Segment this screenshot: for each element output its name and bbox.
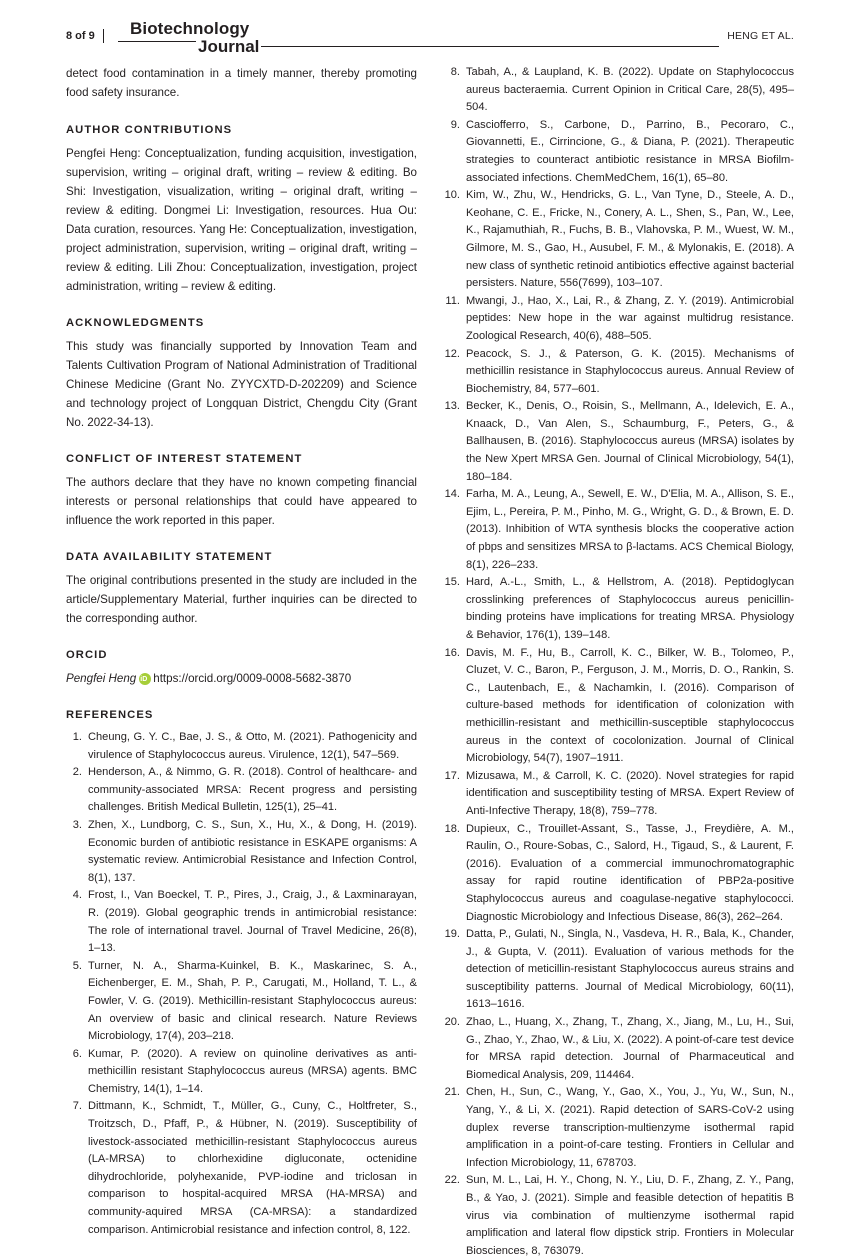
reference-number: 14. bbox=[444, 488, 460, 501]
reference-item bbox=[444, 293, 794, 346]
reference-text: Chen, H., Sun, C., Wang, Y., Gao, X., You, J., Yu, W., Sun, N., Yang, Y., & Li, X. (2021). Rapid detection of SARS-CoV-2 using duplex reverse transcription-multienzyme isothermal rapid amplification in a point-of-care testing. Frontiers in Cellular and Infection Microbiology, 11, 678703. bbox=[466, 1086, 794, 1169]
reference-text: Becker, K., Denis, O., Roisin, S., Mellmann, A., Idelevich, E. A., Knaack, D., Van Alen, S., Schaumburg, F., Peters, G., & Ballhausen, B. (2016). Staphylococcus aureus (MRSA) isolates by the New Xpert MRSA Gen. Journal of Clinical Microbiology, 54(1), 180–184. bbox=[466, 400, 794, 483]
reference-item bbox=[444, 1172, 794, 1260]
reference-item bbox=[444, 645, 794, 768]
reference-item bbox=[444, 117, 794, 187]
conflict-heading: CONFLICT OF INTEREST STATEMENT bbox=[66, 453, 303, 465]
reference-text: Frost, I., Van Boeckel, T. P., Pires, J., Craig, J., & Laxminarayan, R. (2019). Global geographic trends in antimicrobial resistance: The role of international travel. Journal of Travel Medicine, 26(8), 1–13. bbox=[88, 889, 417, 955]
reference-item bbox=[444, 1084, 794, 1172]
reference-item bbox=[444, 574, 794, 644]
reference-text: Zhen, X., Lundborg, C. S., Sun, X., Hu, X., & Dong, H. (2019). Economic burden of antibiotic resistance in ESKAPE organisms: A systematic review. Antimicrobial Resistance and Infection Control, 8(1), 137. bbox=[88, 818, 417, 884]
data-availability-heading: DATA AVAILABILITY STATEMENT bbox=[66, 551, 273, 563]
header-rule bbox=[261, 46, 719, 47]
reference-text: Turner, N. A., Sharma-Kuinkel, B. K., Maskarinec, S. A., Eichenberger, E. M., Shah, P. P., Carugati, M., Holland, T. L., & Fowler, V. G. (2019). Methicillin-resistant Staphylococcus aureus: An overview of basic and clinical research. Nature Reviews Microbiology, 17(4), 203–218. bbox=[88, 959, 417, 1043]
orcid-link[interactable]: https://orcid.org/0009-0008-5682-3870 bbox=[153, 672, 352, 685]
reference-item bbox=[66, 958, 417, 1046]
reference-text: Tabah, A., & Laupland, K. B. (2022). Update on Staphylococcus aureus bacteraemia. Current Opinion in Critical Care, 28(5), 495–504. bbox=[466, 66, 794, 114]
reference-text: Henderson, A., & Nimmo, G. R. (2018). Control of healthcare- and community-associated MRSA: Recent progress and persisting challenges. British Medical Bulletin, 125(1), 25–41. bbox=[88, 766, 417, 814]
reference-number: 11. bbox=[445, 294, 460, 307]
reference-item bbox=[444, 346, 794, 399]
page-number: 8 of 9 bbox=[66, 30, 95, 42]
left-column bbox=[66, 64, 417, 1239]
references-list-right bbox=[444, 64, 794, 1260]
reference-text: Dupieux, C., Trouillet-Assant, S., Tasse, J., Freydière, A. M., Raulin, O., Roure-Sobas, C., Salord, H., Tigaud, S., & Laurent, F. (2016). Evaluation of a commercial immunochromatographic assay for rapid routine identification of PBP2a-positive Staphylococcus aureus and coagulase-negative staphylococci. Diagnostic Microbiology and Infectious Disease, 86(3), 262–264. bbox=[466, 822, 794, 923]
intro-paragraph: detect food contamination in a timely manner, thereby promoting food safety insurance. bbox=[66, 67, 417, 99]
acknowledgments-heading: ACKNOWLEDGMENTS bbox=[66, 317, 205, 329]
reference-text: Sun, M. L., Lai, H. Y., Chong, N. Y., Liu, D. F., Zhang, Z. Y., Pang, B., & Yao, J. (2021). Simple and feasible detection of hepatitis B virus via combination of multienzyme isothermal rapid amplification and lateral flow dipstick strip. Frontiers in Molecular Biosciences, 8, 763079. bbox=[466, 1174, 794, 1257]
reference-item bbox=[444, 1014, 794, 1084]
reference-number: 20. bbox=[444, 1016, 460, 1029]
header-divider bbox=[103, 29, 104, 43]
reference-number: 18. bbox=[444, 822, 460, 835]
reference-item bbox=[444, 926, 794, 1014]
reference-item bbox=[444, 398, 794, 486]
acknowledgments-text: This study was financially supported by Innovation Team and Talents Cultivation Program of National Administration of Traditional Chinese Medicine (Grant No. ZYYCXTD-D-202209) and Science and technology project of Longquan District, Chengdu City (Grant No. 2022-34-13). bbox=[66, 340, 417, 429]
reference-text: Dittmann, K., Schmidt, T., Müller, G., Cuny, C., Holtfreter, S., Troitzsch, D., Pfaff, P., & Hübner, N. (2019). Susceptibility of livestock-associated methicillin-resistant Staphylococcus aureus (LA-MRSA) to chlorhexidine digluconate, octenidine dihydrochloride, polyhexanide, PVP-iodine and triclosan in comparison to hospital-acquired MRSA (HA-MRSA) and community-aquired MRSA (CA-MRSA): a standardized comparison. Antimicrobial resistance and infection control, 8, 122. bbox=[88, 1100, 417, 1236]
reference-text: Mizusawa, M., & Carroll, K. C. (2020). Novel strategies for rapid identification and susceptibility testing of MRSA. Expert Review of Anti-Infective Therapy, 18(8), 759–778. bbox=[466, 769, 794, 817]
reference-text: Datta, P., Gulati, N., Singla, N., Vasdeva, H. R., Bala, K., Chander, J., & Gupta, V. (2011). Evaluation of various methods for the detection of meticillin-resistant Staphylococcus aureus strains and susceptibility patterns. Journal of Medical Microbiology, 60(11), 1613–1616. bbox=[466, 928, 794, 1011]
reference-number: 15. bbox=[444, 576, 460, 589]
reference-text: Kumar, P. (2020). A review on quinoline derivatives as anti-methicillin resistant Staphylococcus aureus (MRSA) agents. BMC Chemistry, 14(1), 1–14. bbox=[88, 1047, 417, 1095]
reference-text: Zhao, L., Huang, X., Zhang, T., Zhang, X., Jiang, M., Lu, H., Sui, G., Zhao, Y., Zhao, W., & Liu, X. (2022). A point-of-care test device for MRSA rapid detection. Journal of Pharmaceutical and Biomedical Analysis, 209, 114464. bbox=[466, 1016, 794, 1081]
right-column bbox=[444, 64, 794, 1260]
reference-item bbox=[444, 187, 794, 293]
page-header bbox=[66, 18, 794, 58]
reference-text: Farha, M. A., Leung, A., Sewell, E. W., D'Elia, M. A., Allison, S. E., Ejim, L., Pereira, P. M., Pinho, M. G., Wright, G. D., & Brown, E. D. (2013). Inhibition of WTA synthesis blocks the cooperative action of pbps and sensitizes MRSA to β-lactams. ACS Chemical Biology, 8(1), 226–233. bbox=[466, 488, 794, 571]
reference-item bbox=[444, 768, 794, 821]
reference-item bbox=[66, 1098, 417, 1239]
reference-number: 17. bbox=[444, 769, 460, 782]
reference-number: 22. bbox=[444, 1174, 460, 1187]
data-availability-text: The original contributions presented in the study are included in the article/Supplementary Material, further inquiries can be directed to the corresponding author. bbox=[66, 574, 417, 625]
reference-text: Hard, A.-L., Smith, L., & Hellstrom, A. (2018). Peptidoglycan crosslinking preferences of Staphylococcus aureus penicillin-binding proteins have implications for treating MRSA. Physiology & Behavior, 176(1), 139–148. bbox=[466, 576, 794, 641]
references-heading: REFERENCES bbox=[66, 709, 154, 721]
journal-logo-rule bbox=[118, 41, 196, 42]
running-head: HENG ET AL. bbox=[727, 30, 794, 42]
journal-name-line1: Biotechnology bbox=[130, 19, 250, 38]
reference-number: 19. bbox=[444, 928, 460, 941]
reference-item bbox=[66, 1046, 417, 1099]
reference-text: Cheung, G. Y. C., Bae, J. S., & Otto, M. (2021). Pathogenicity and virulence of Staphylococcus aureus. Virulence, 12(1), 547–569. bbox=[88, 731, 417, 761]
reference-item bbox=[66, 729, 417, 764]
orcid-author-name: Pengfei Heng bbox=[66, 672, 137, 685]
reference-item bbox=[444, 821, 794, 927]
reference-text: Kim, W., Zhu, W., Hendricks, G. L., Van Tyne, D., Steele, A. D., Keohane, C. E., Fricke, N., Conery, A. L., Shen, S., Pan, W., Lee, K., Rajamuthiah, R., Fuchs, B. B., Vlahovska, P. M., Wuest, W. M., Gilmore, M. S., Gao, H., Ausubel, F. M., & Mylonakis, E. (2018). A new class of synthetic retinoid antibiotics effective against bacterial persisters. Nature, 556(7699), 103–107. bbox=[466, 189, 794, 290]
reference-number: 8. bbox=[450, 66, 460, 78]
reference-item bbox=[444, 64, 794, 117]
reference-number: 12. bbox=[444, 347, 460, 360]
reference-item bbox=[66, 764, 417, 817]
reference-number: 21. bbox=[444, 1086, 460, 1099]
reference-number: 6. bbox=[72, 1047, 82, 1060]
orcid-line bbox=[66, 669, 417, 688]
reference-text: Davis, M. F., Hu, B., Carroll, K. C., Bilker, W. B., Tolomeo, P., Cluzet, V. C., Baron, P., Ferguson, J. M., Morris, D. O., Rankin, S. C., Lautenbach, E., & Nachamkin, I. (2016). Comparison of culture-based methods for identification of colonization with methicillin-resistant and methicillin-susceptible staphylococcus aureus in the context of cocolonization. Journal of Clinical Microbiology, 54(7), 1907–1911. bbox=[466, 646, 794, 765]
references-list-left bbox=[66, 729, 417, 1239]
orcid-heading: ORCID bbox=[66, 649, 108, 661]
reference-number: 5. bbox=[72, 959, 82, 972]
conflict-text: The authors declare that they have no known competing financial interests or personal relationships that could have appeared to influence the work reported in this paper. bbox=[66, 476, 417, 527]
reference-number: 4. bbox=[72, 889, 82, 902]
reference-item bbox=[66, 887, 417, 957]
reference-number: 10. bbox=[444, 189, 460, 202]
reference-number: 3. bbox=[72, 818, 82, 831]
reference-item bbox=[444, 486, 794, 574]
reference-number: 16. bbox=[444, 646, 460, 659]
reference-text: Mwangi, J., Hao, X., Lai, R., & Zhang, Z. Y. (2019). Antimicrobial peptides: New hope in the war against multidrug resistance. Zoological Research, 40(6), 488–505. bbox=[466, 294, 794, 342]
reference-number: 9. bbox=[450, 118, 460, 131]
reference-number: 2. bbox=[72, 766, 82, 779]
journal-name-line2: Journal bbox=[198, 37, 260, 56]
reference-number: 13. bbox=[444, 400, 460, 413]
orcid-icon bbox=[139, 673, 151, 685]
author-contributions-text: Pengfei Heng: Conceptualization, funding acquisition, investigation, supervision, writing – original draft, writing – review & editing. Bo Shi: Investigation, visualization, writing – original draft, writing – review & editing. Dongmei Li: Investigation, resources. Hua Ou: Data curation, resources. Yang He: Conceptualization, investigation, project administration, supervision, writing – original draft, writing – review & editing. Lili Zhou: Conceptualization, investigation, project administration, writing – review & editing. bbox=[66, 147, 417, 293]
reference-text: Casciofferro, S., Carbone, D., Parrino, B., Pecoraro, C., Giovannetti, E., Cirrincione, G., & Diana, P. (2021). Therapeutic strategies to counteract antibiotic resistance in MRSA Biofilm-associated infections. ChemMedChem, 16(1), 65–80. bbox=[466, 118, 794, 184]
reference-item bbox=[66, 817, 417, 887]
reference-number: 7. bbox=[72, 1100, 82, 1113]
author-contributions-heading: AUTHOR CONTRIBUTIONS bbox=[66, 124, 233, 136]
reference-number: 1. bbox=[72, 731, 82, 743]
reference-text: Peacock, S. J., & Paterson, G. K. (2015). Mechanisms of methicillin resistance in Staphylococcus aureus. Annual Review of Biochemistry, 84, 577–601. bbox=[466, 347, 794, 395]
